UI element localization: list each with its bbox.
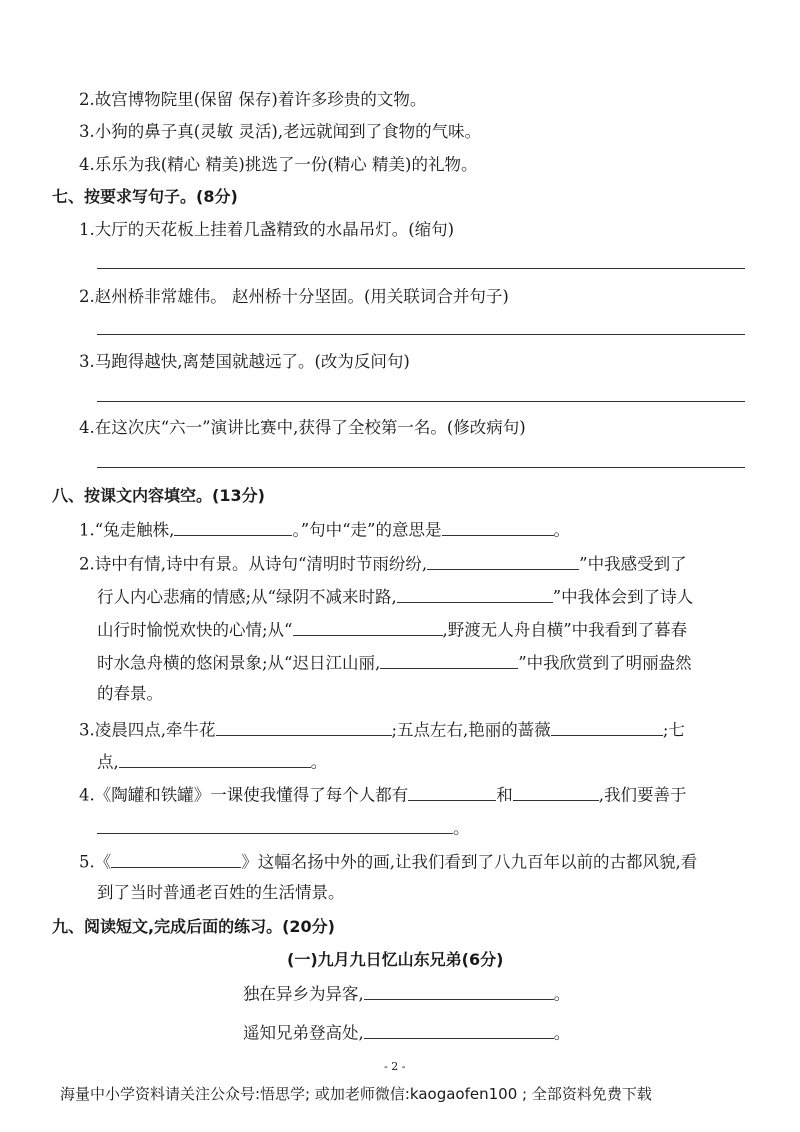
fill-blank[interactable] — [111, 850, 241, 868]
q6-item-3: 3.小狗的鼻子真(灵敏 灵活),老远就闻到了食物的气味。 — [79, 122, 482, 141]
poem-line-1 — [243, 982, 570, 1004]
text: ”中我体会到了诗人 — [552, 587, 694, 607]
text: ”中我欣赏到了明丽盎然 — [518, 653, 692, 673]
sec8-q1 — [79, 518, 570, 540]
text: 行人内心悲痛的情感;从“绿阴不减来时路, — [97, 587, 397, 607]
fill-blank[interactable] — [442, 518, 554, 536]
fill-blank[interactable] — [380, 651, 518, 669]
text: 。 — [553, 984, 571, 1004]
text: ;五点左右,艳丽的蔷薇 — [391, 720, 551, 740]
fill-blank[interactable] — [174, 518, 292, 536]
text: 遥知兄弟登高处, — [243, 1023, 364, 1043]
text: 山行时愉悦欢快的心情;从“ — [97, 620, 293, 640]
sec8-q5-line1 — [79, 850, 697, 872]
text: 独在异乡为异客, — [243, 984, 364, 1004]
sec8-q3-line2 — [97, 750, 327, 772]
text: 。 — [453, 818, 470, 838]
answer-line — [97, 401, 745, 402]
sec8-q5-line2: 到了当时普通老百姓的生活情景。 — [97, 883, 345, 902]
answer-line — [97, 467, 745, 468]
sec7-q4: 4.在这次庆“六一”演讲比赛中,获得了全校第一名。(修改病句) — [79, 418, 526, 437]
text: 。”句中“走”的意思是 — [292, 520, 442, 540]
answer-line — [97, 334, 745, 335]
fill-blank[interactable] — [427, 552, 579, 570]
text: 5.《 — [79, 852, 112, 872]
sec7-q1: 1.大厅的天花板上挂着几盏精致的水晶吊灯。(缩句) — [79, 220, 455, 239]
text: 点, — [97, 752, 119, 772]
text: 。 — [553, 520, 570, 540]
sec8-q2-line5: 的春景。 — [97, 684, 163, 703]
sec8-q3-line1 — [79, 718, 685, 740]
section-8-title: 八、按课文内容填空。(13分) — [52, 486, 265, 505]
q6-item-4: 4.乐乐为我(精心 精美)挑选了一份(精心 精美)的礼物。 — [79, 155, 478, 174]
sec8-q2-line2 — [97, 585, 693, 607]
answer-line — [97, 268, 745, 269]
text: ”中我感受到了 — [579, 554, 687, 574]
fill-blank[interactable] — [97, 816, 453, 834]
text: 时水急舟横的悠闲景象;从“迟日江山丽, — [97, 653, 381, 673]
footer-notice: 海量中小学资料请关注公众号:悟思学; 或加老师微信:kaogaofen100 ; 全部资料免费下载 — [60, 1085, 652, 1103]
sec8-q4-line1 — [79, 783, 687, 805]
text: 1.“兔走触株, — [79, 520, 175, 540]
sec7-q3: 3.马跑得越快,离楚国就越远了。(改为反问句) — [79, 352, 410, 371]
fill-blank[interactable] — [513, 783, 599, 801]
text: 。 — [553, 1023, 571, 1043]
fill-blank[interactable] — [364, 982, 554, 1000]
text: ,野渡无人舟自横”中我看到了暮春 — [442, 620, 688, 640]
sec8-q4-line2 — [97, 816, 470, 838]
page-number: - 2 - — [384, 1060, 406, 1073]
fill-blank[interactable] — [119, 750, 311, 768]
fill-blank[interactable] — [364, 1021, 554, 1039]
text: 2.诗中有情,诗中有景。从诗句“清明时节雨纷纷, — [79, 554, 428, 574]
fill-blank[interactable] — [397, 585, 553, 603]
section-9-title: 九、阅读短文,完成后面的练习。(20分) — [52, 917, 335, 936]
sec8-q2-line1 — [79, 552, 687, 574]
text: ;七 — [662, 720, 685, 740]
text: 4.《陶罐和铁罐》一课使我懂得了每个人都有 — [79, 785, 409, 805]
poem-line-2 — [243, 1021, 570, 1043]
sec8-q2-line4 — [97, 651, 692, 673]
text: 。 — [310, 752, 328, 772]
sec7-q2: 2.赵州桥非常雄伟。 赵州桥十分坚固。(用关联词合并句子) — [79, 287, 509, 306]
text: 和 — [496, 785, 513, 805]
text: ,我们要善于 — [598, 785, 687, 805]
sec8-q2-line3 — [97, 618, 687, 640]
fill-blank[interactable] — [216, 718, 392, 736]
section-7-title: 七、按要求写句子。(8分) — [52, 187, 238, 206]
fill-blank[interactable] — [551, 718, 663, 736]
poem-title: (一)九月九日忆山东兄弟(6分) — [287, 950, 504, 969]
q6-item-2: 2.故宫博物院里(保留 保存)着许多珍贵的文物。 — [79, 90, 427, 109]
fill-blank[interactable] — [408, 783, 496, 801]
fill-blank[interactable] — [293, 618, 443, 636]
text: 》这幅名扬中外的画,让我们看到了八九百年以前的古都风貌,看 — [241, 852, 698, 872]
text: 3.凌晨四点,牵牛花 — [79, 720, 216, 740]
